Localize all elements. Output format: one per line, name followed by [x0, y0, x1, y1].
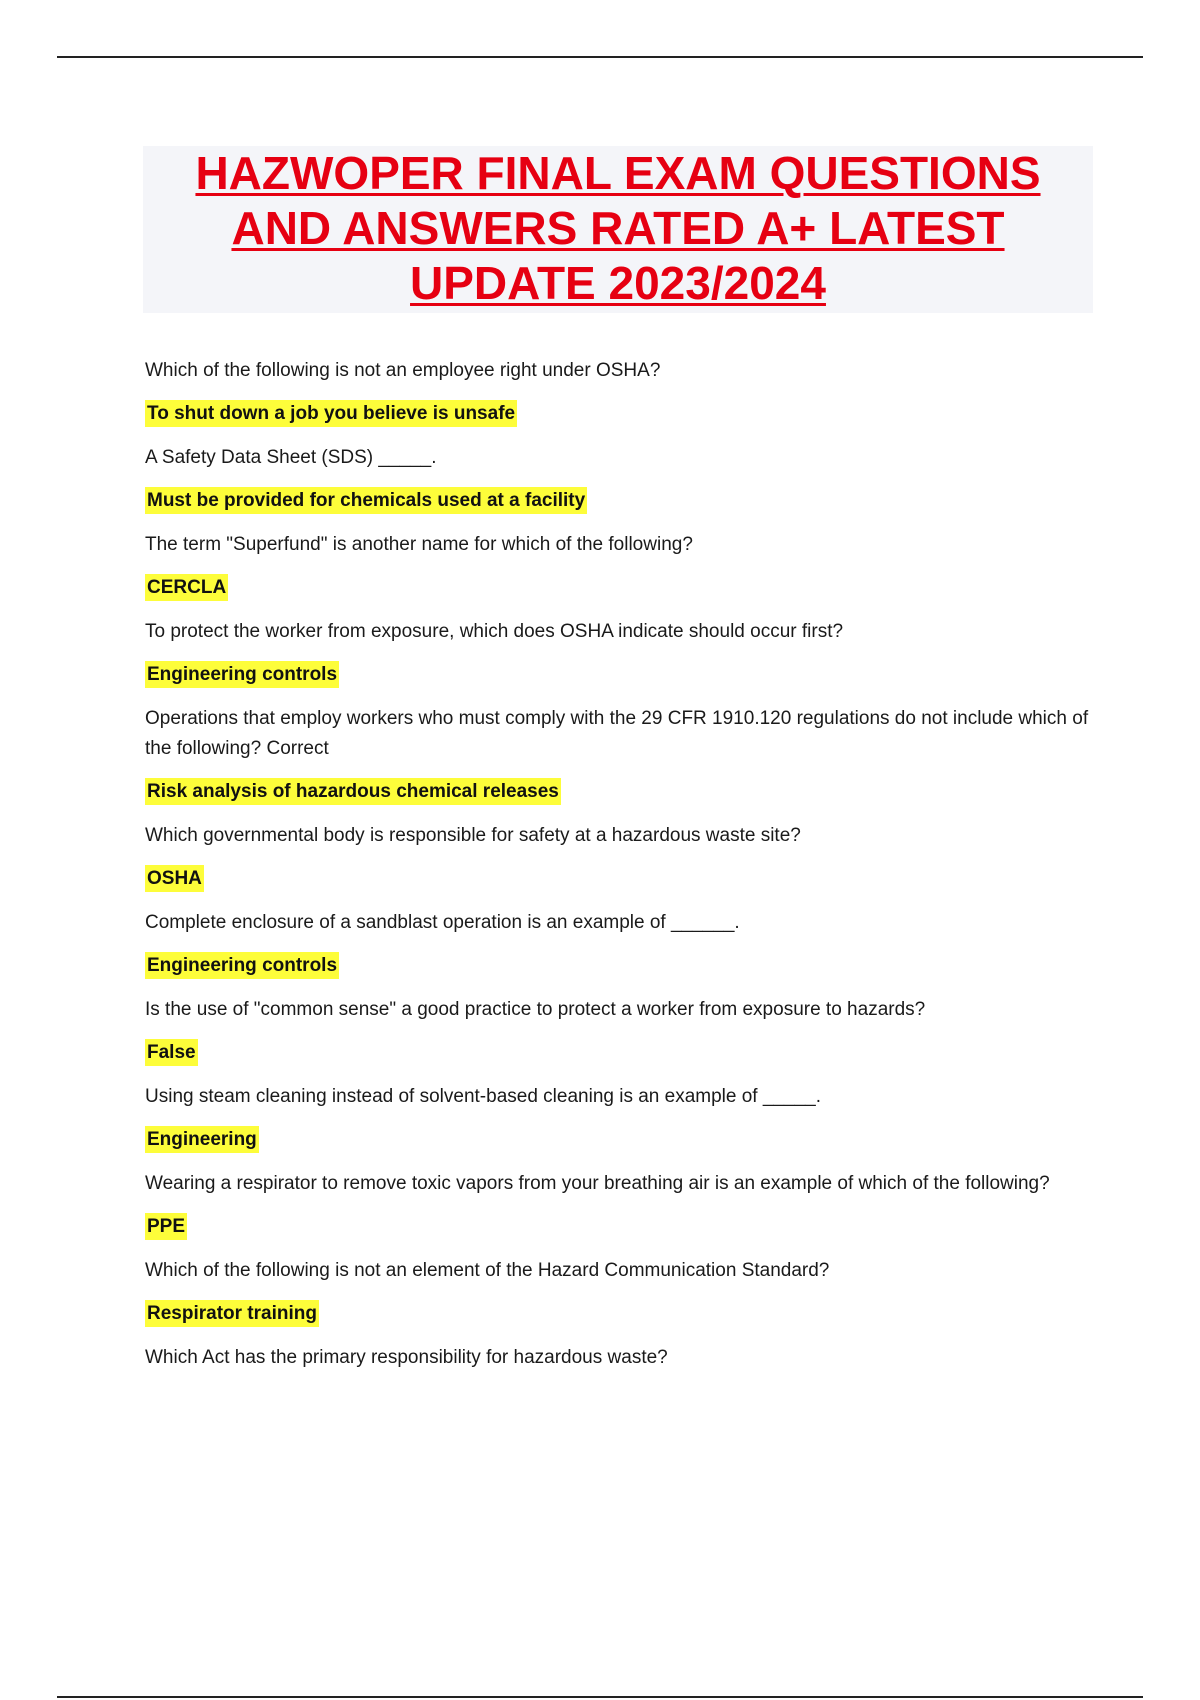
question-text: Which of the following is not an employee right under OSHA?	[145, 360, 661, 381]
qa-item	[145, 356, 1095, 443]
question-text: Which Act has the primary responsibility for hazardous waste?	[145, 1347, 668, 1368]
answer-highlight: PPE	[145, 1213, 187, 1240]
answer-highlight: False	[145, 1039, 198, 1066]
question-answer-list	[145, 356, 1095, 1387]
answer-highlight: OSHA	[145, 865, 204, 892]
qa-item	[145, 443, 1095, 530]
question-text: Using steam cleaning instead of solvent-based cleaning is an example of _____.	[145, 1086, 821, 1107]
question-text: Wearing a respirator to remove toxic vapors from your breathing air is an example of which of the following?	[145, 1173, 1050, 1194]
qa-item	[145, 1256, 1095, 1343]
qa-item	[145, 908, 1095, 995]
question-text: A Safety Data Sheet (SDS) _____.	[145, 447, 437, 468]
question-text: To protect the worker from exposure, which does OSHA indicate should occur first?	[145, 621, 844, 642]
question-text: Which governmental body is responsible for safety at a hazardous waste site?	[145, 825, 801, 846]
qa-item	[145, 1082, 1095, 1169]
question-text: Is the use of "common sense" a good practice to protect a worker from exposure to hazards?	[145, 999, 926, 1020]
question-text: Which of the following is not an element of the Hazard Communication Standard?	[145, 1260, 830, 1281]
top-rule	[57, 56, 1143, 58]
answer-highlight: To shut down a job you believe is unsafe	[145, 400, 517, 427]
question-text: The term "Superfund" is another name for which of the following?	[145, 534, 693, 555]
qa-item	[145, 1169, 1095, 1256]
qa-item	[145, 821, 1095, 908]
answer-highlight: Must be provided for chemicals used at a facility	[145, 487, 587, 514]
answer-highlight: Respirator training	[145, 1300, 319, 1327]
title-banner	[143, 146, 1093, 313]
qa-item	[145, 704, 1095, 821]
question-text: Operations that employ workers who must comply with the 29 CFR 1910.120 regulations do not include which of the following? Correct	[145, 708, 1089, 759]
title-line-2: AND ANSWERS RATED A+ LATEST	[231, 202, 1005, 254]
qa-item	[145, 617, 1095, 704]
answer-highlight: Engineering controls	[145, 952, 339, 979]
qa-item	[145, 530, 1095, 617]
answer-highlight: Engineering controls	[145, 661, 339, 688]
bottom-rule	[57, 1696, 1143, 1698]
title-line-3: UPDATE 2023/2024	[410, 257, 826, 309]
qa-item	[145, 995, 1095, 1082]
qa-item	[145, 1343, 1095, 1373]
title-line-1: HAZWOPER FINAL EXAM QUESTIONS	[195, 147, 1041, 199]
answer-highlight: Engineering	[145, 1126, 259, 1153]
answer-highlight: Risk analysis of hazardous chemical releases	[145, 778, 561, 805]
answer-highlight: CERCLA	[145, 574, 228, 601]
question-text: Complete enclosure of a sandblast operation is an example of ______.	[145, 912, 740, 933]
